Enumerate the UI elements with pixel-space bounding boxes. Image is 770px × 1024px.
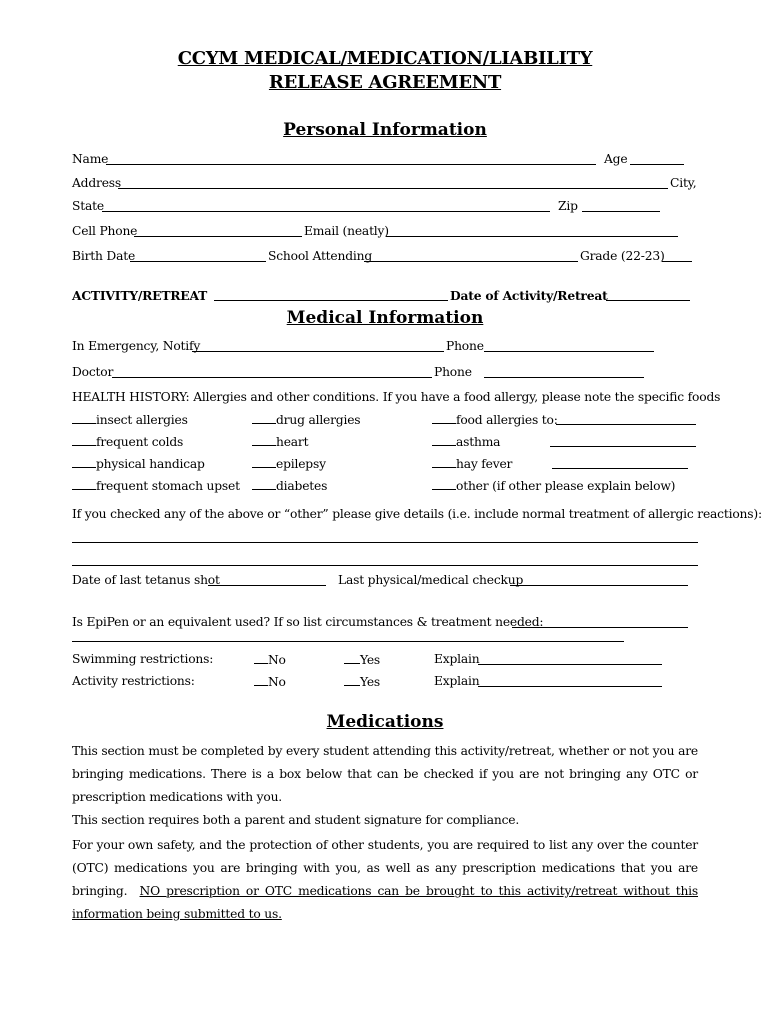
epipen-line-2[interactable] xyxy=(72,641,624,642)
swimming-yes-option[interactable]: Yes xyxy=(344,652,380,667)
medications-heading: Medications xyxy=(326,712,444,732)
activity-explain-field[interactable] xyxy=(478,675,662,690)
age-field[interactable] xyxy=(630,153,684,168)
birth-school-row xyxy=(72,249,698,267)
emergency-row xyxy=(72,339,698,357)
medications-paragraph-2: This section requires both a parent and student signature for compliance. xyxy=(72,813,520,827)
food-allergies-checkbox[interactable]: food allergies to: xyxy=(432,412,558,427)
state-label: State xyxy=(72,199,104,213)
food-allergies-field[interactable] xyxy=(556,413,696,428)
activity-date-label: Date of Activity/Retreat xyxy=(450,288,608,303)
doctor-phone-field[interactable] xyxy=(484,366,644,381)
name-label: Name xyxy=(72,152,109,166)
name-row xyxy=(72,152,698,170)
details-text: If you checked any of the above or “other” please give details (i.e. include normal treatment of allergic reactions): xyxy=(72,507,762,521)
address-row xyxy=(72,176,698,194)
name-field[interactable] xyxy=(106,153,596,168)
tetanus-label: Date of last tetanus shot xyxy=(72,573,220,587)
cell-phone-field[interactable] xyxy=(134,225,302,240)
checkup-label: Last physical/medical checkup xyxy=(338,573,524,587)
grade-field[interactable] xyxy=(662,250,692,265)
frequent-colds-checkbox[interactable]: frequent colds xyxy=(72,434,183,449)
address-field[interactable] xyxy=(118,177,668,192)
drug-allergies-checkbox[interactable]: drug allergies xyxy=(252,412,360,427)
activity-date-field[interactable] xyxy=(606,289,690,304)
medical-information-heading: Medical Information xyxy=(286,308,484,328)
address-label: Address xyxy=(72,176,122,190)
zip-label: Zip xyxy=(558,199,578,213)
epipen-text: Is EpiPen or an equivalent used? If so list circumstances & treatment needed: xyxy=(72,615,544,629)
doctor-phone-label: Phone xyxy=(434,365,472,379)
swimming-no-option[interactable]: No xyxy=(254,652,286,667)
birth-date-label: Birth Date xyxy=(72,249,136,263)
epipen-row xyxy=(72,615,698,633)
swimming-row xyxy=(72,652,698,670)
activity-restrictions-label: Activity restrictions: xyxy=(72,674,195,688)
activity-no-option[interactable]: No xyxy=(254,674,286,689)
stomach-upset-checkbox[interactable]: frequent stomach upset xyxy=(72,478,240,493)
epipen-field[interactable] xyxy=(512,616,688,631)
emergency-phone-field[interactable] xyxy=(484,340,654,355)
other-checkbox[interactable]: other (if other please explain below) xyxy=(432,478,675,493)
checkup-field[interactable] xyxy=(510,574,688,589)
city-label: City, xyxy=(670,176,697,190)
swimming-explain-label: Explain xyxy=(434,652,480,666)
emergency-label: In Emergency, Notify xyxy=(72,339,201,353)
details-line-2[interactable] xyxy=(72,565,698,566)
asthma-checkbox[interactable]: asthma xyxy=(432,434,500,449)
activity-restrictions-row xyxy=(72,674,698,692)
school-label: School Attending xyxy=(268,249,373,263)
form-title-line-2: RELEASE AGREEMENT xyxy=(268,72,502,93)
school-field[interactable] xyxy=(364,250,578,265)
details-line-1[interactable] xyxy=(72,542,698,543)
doctor-row xyxy=(72,365,698,383)
activity-yes-option[interactable]: Yes xyxy=(344,674,380,689)
activity-label: ACTIVITY/RETREAT xyxy=(72,288,208,303)
medications-paragraph-1: This section must be completed by every student attending this activity/retreat, whether or not you are bringing medications. There is a box below that can be checked if you are not bringing any OTC or prescription medications with you. xyxy=(72,744,698,804)
health-history-text: HEALTH HISTORY: Allergies and other conditions. If you have a food allergy, please note the specific foods xyxy=(72,390,721,404)
cell-email-row xyxy=(72,224,698,242)
activity-field[interactable] xyxy=(214,289,448,304)
birth-date-field[interactable] xyxy=(130,250,266,265)
asthma-field[interactable] xyxy=(550,435,696,450)
heart-checkbox[interactable]: heart xyxy=(252,434,308,449)
conditions-row-4 xyxy=(72,478,698,496)
activity-row xyxy=(72,288,698,306)
emergency-phone-label: Phone xyxy=(446,339,484,353)
medications-paragraph-3-lead: For your own safety, and the protection of other students, you are required to list any over the counter (OTC) medications you are bringing with you, as well as any prescription medications that you are bringing. xyxy=(72,838,698,898)
email-field[interactable] xyxy=(386,225,678,240)
emergency-field[interactable] xyxy=(192,340,444,355)
swimming-explain-field[interactable] xyxy=(478,653,662,668)
doctor-field[interactable] xyxy=(112,366,432,381)
state-field[interactable] xyxy=(102,200,550,215)
grade-label: Grade (22-23) xyxy=(580,249,665,263)
swimming-label: Swimming restrictions: xyxy=(72,652,214,666)
tetanus-row xyxy=(72,573,698,591)
zip-field[interactable] xyxy=(582,200,660,215)
conditions-row-1 xyxy=(72,412,698,430)
conditions-row-3 xyxy=(72,456,698,474)
diabetes-checkbox[interactable]: diabetes xyxy=(252,478,327,493)
hay-fever-checkbox[interactable]: hay fever xyxy=(432,456,512,471)
epilepsy-checkbox[interactable]: epilepsy xyxy=(252,456,326,471)
cell-phone-label: Cell Phone xyxy=(72,224,138,238)
medications-warning: NO prescription or OTC medications can be brought to this activity/retreat without this information being submitted to us. xyxy=(72,884,699,921)
medications-paragraph-3 xyxy=(72,834,698,926)
tetanus-field[interactable] xyxy=(208,574,326,589)
doctor-label: Doctor xyxy=(72,365,114,379)
age-label: Age xyxy=(604,152,628,166)
activity-explain-label: Explain xyxy=(434,674,480,688)
email-label: Email (neatly) xyxy=(304,224,389,238)
form-title-line-1: CCYM MEDICAL/MEDICATION/LIABILITY xyxy=(177,48,593,69)
hay-fever-field[interactable] xyxy=(552,457,688,472)
personal-information-heading: Personal Information xyxy=(283,120,487,140)
conditions-row-2 xyxy=(72,434,698,452)
physical-handicap-checkbox[interactable]: physical handicap xyxy=(72,456,205,471)
state-row xyxy=(72,199,698,217)
insect-allergies-checkbox[interactable]: insect allergies xyxy=(72,412,188,427)
